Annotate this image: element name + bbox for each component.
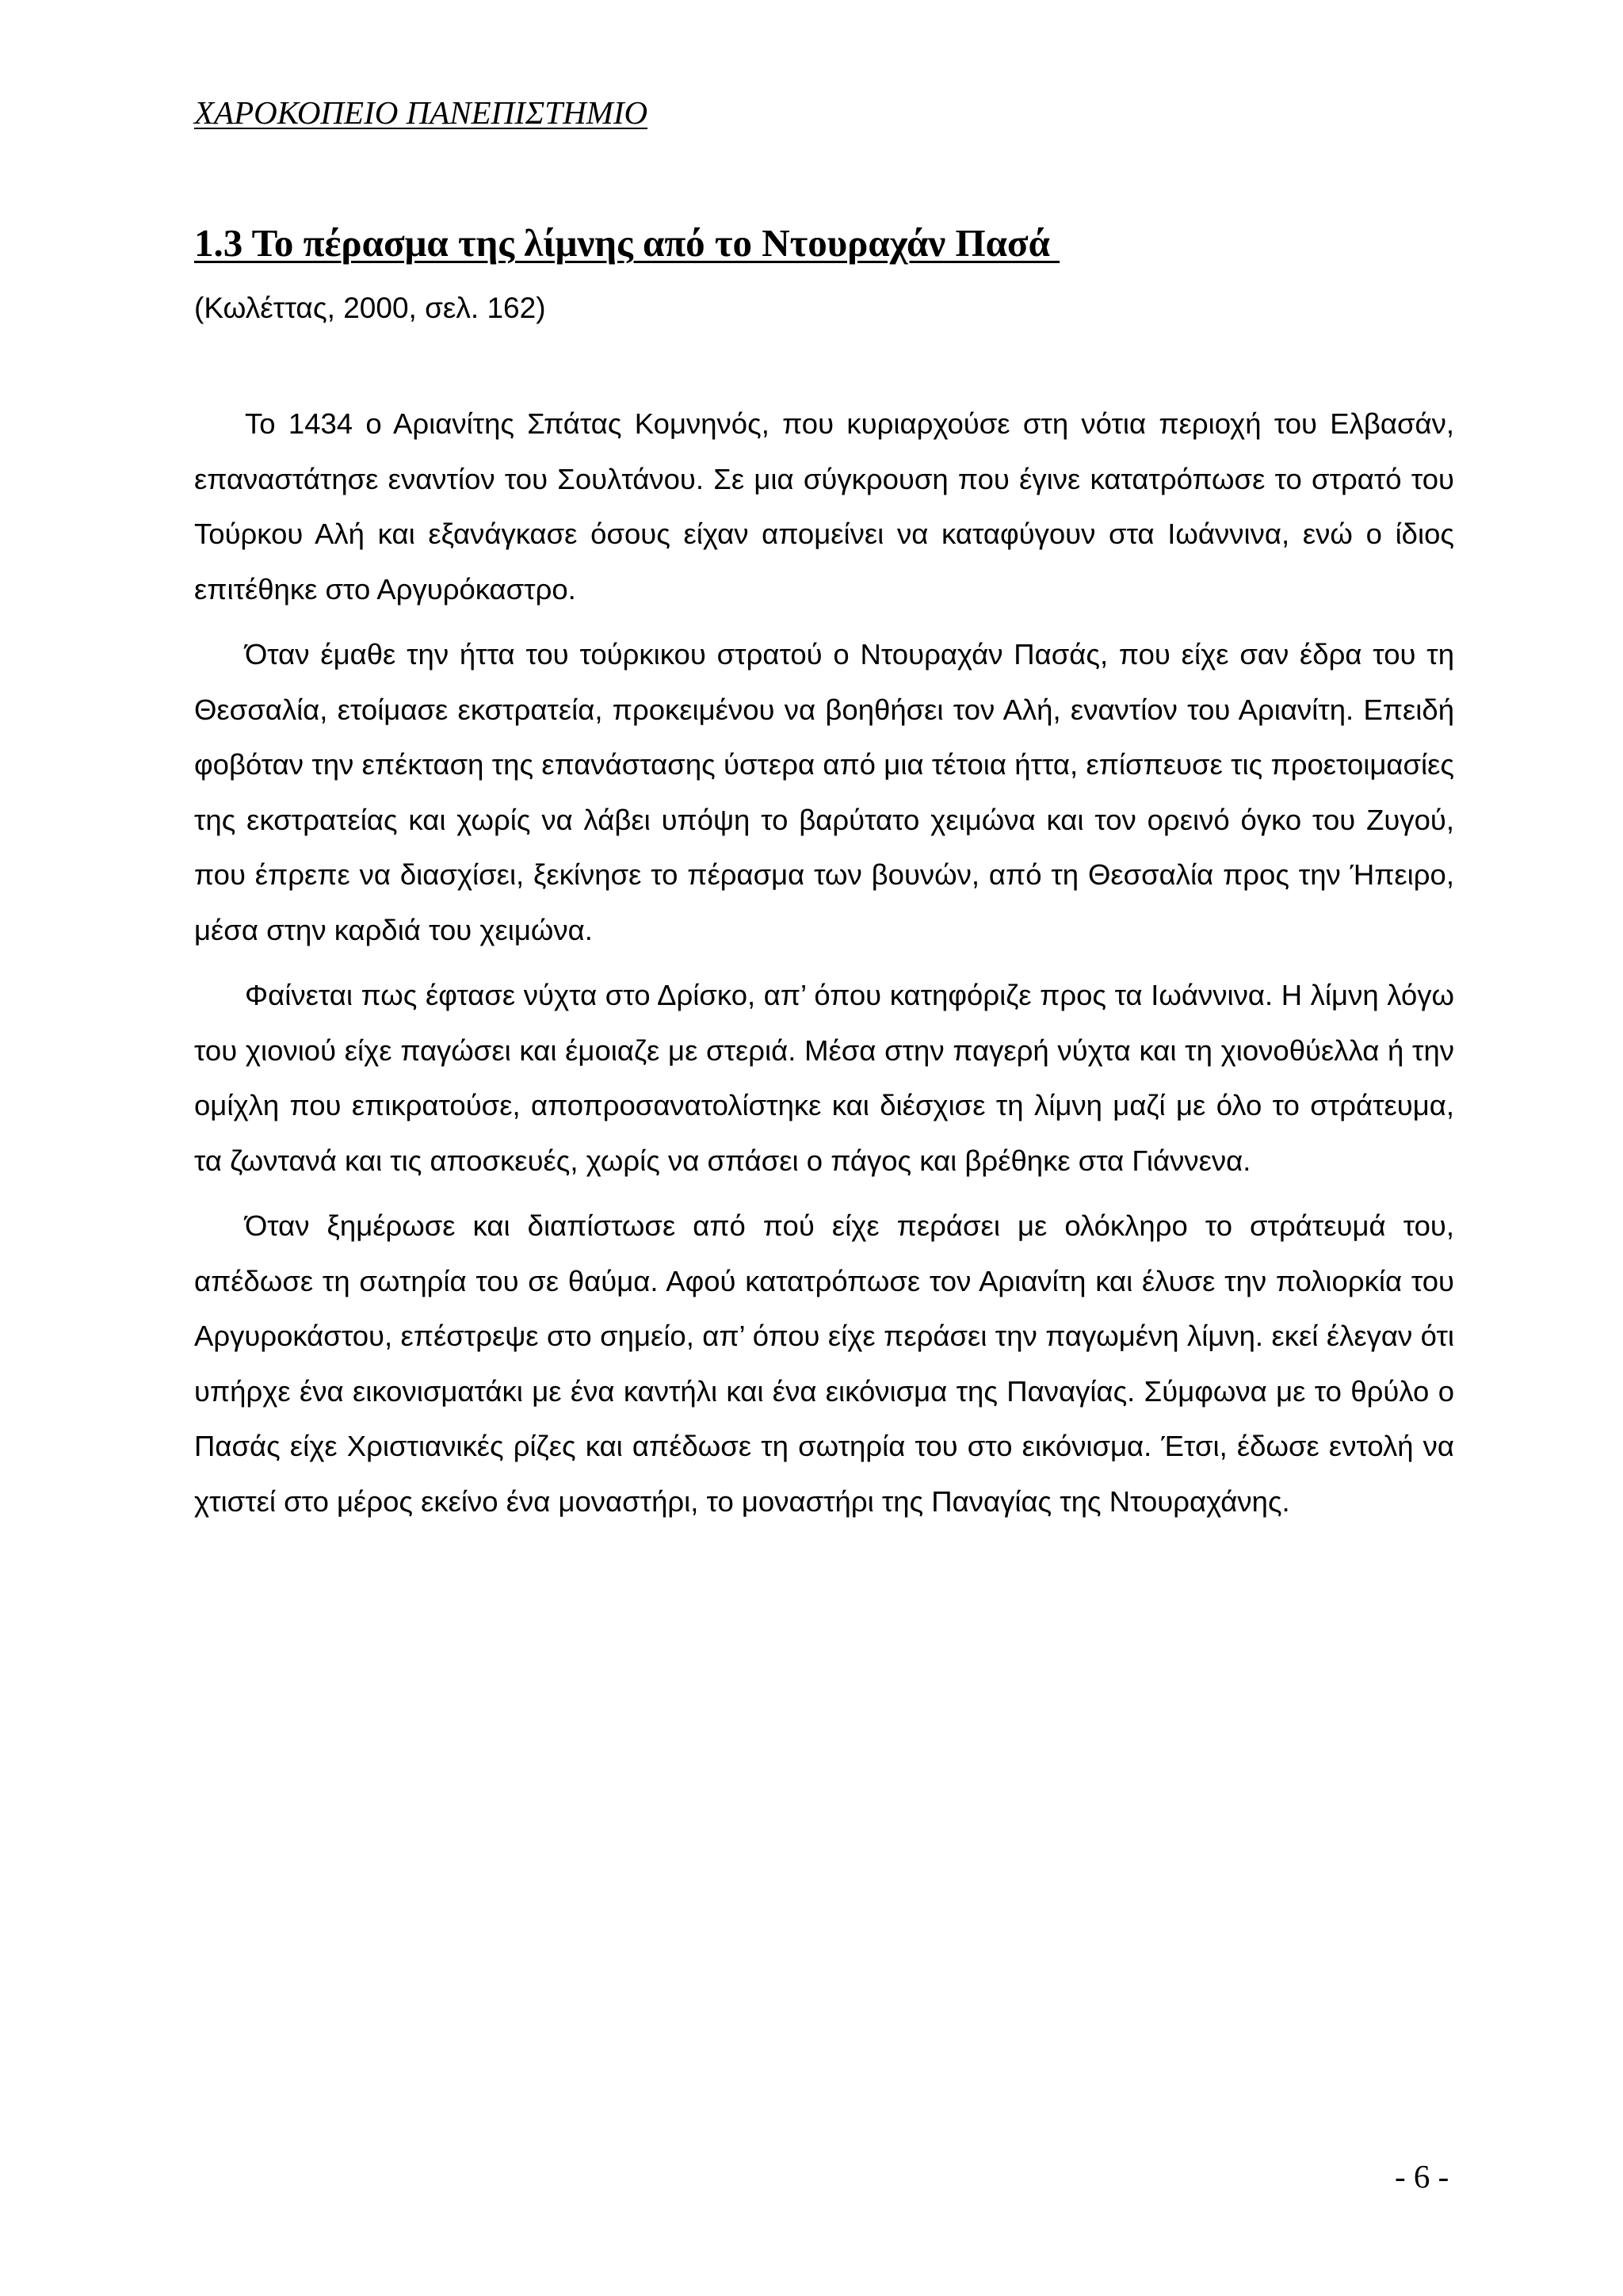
paragraph-3: Φαίνεται πως έφτασε νύχτα στο Δρίσκο, απ’ όπου κατηφόριζε προς τα Ιωάννινα. Η λίμνη λόγω του χιονιού είχε παγώσει και έμοιαζε με στεριά. Μέσα στην παγερή νύχτα και τη χιονοθύελλα ή την ομίχλη που επικρατούσε, αποπροσανατολίστηκε και διέσχισε τη λίμνη μαζί με όλο το στράτευμα, τα ζωντανά και τις αποσκευές, χωρίς να σπάσει ο πάγος και βρέθηκε στα Γιάννενα. [194,979,1454,1177]
running-header-institution: ΧΑΡΟΚΟΠΕΙΟ ΠΑΝΕΠΙΣΤΗΜΙΟ [194,94,648,131]
section-citation: (Κωλέττας, 2000, σελ. 162) [194,292,546,324]
paragraph-2: Όταν έμαθε την ήττα του τούρκικου στρατού ο Ντουραχάν Πασάς, που είχε σαν έδρα του τη Θεσσαλία, ετοίμασε εκστρατεία, προκειμένου να βοηθήσει τον Αλή, εναντίον του Αριανίτη. Επειδή φοβόταν την επέκταση της επανάστασης ύστερα από μια τέτοια ήττα, επίσπευσε τις προετοιμασίες της εκστρατείας και χωρίς να λάβει υπόψη το βαρύτατο χειμώνα και τον ορεινό όγκο του Ζυγού, που έπρεπε να διασχίσει, ξεκίνησε το πέρασμα των βουνών, από τη Θεσσαλία προς την Ήπειρο, μέσα στην καρδιά του χειμώνα. [194,638,1454,946]
paragraph-4: Όταν ξημέρωσε και διαπίστωσε από πού είχε περάσει με ολόκληρο το στράτευμά του, απέδωσε τη σωτηρία του σε θαύμα. Αφού κατατρόπωσε τον Αριανίτη και έλυσε την πολιορκία του Αργυροκάστου, επέστρεψε στο σημείο, απ’ όπου είχε περάσει την παγωμένη λίμνη. εκεί έλεγαν ότι υπήρχε ένα εικονισματάκι με ένα καντήλι και ένα εικόνισμα της Παναγίας. Σύμφωνα με το θρύλο ο Πασάς είχε Χριστιανικές ρίζες και απέδωσε τη σωτηρία του στο εικόνισμα. Έτσι, έδωσε εντολή να χτιστεί στο μέρος εκείνο ένα μοναστήρι, το μοναστήρι της Παναγίας της Ντουραχάνης. [194,1209,1454,1518]
body-text [194,396,1454,1539]
paragraph-1: Το 1434 ο Αριανίτης Σπάτας Κομνηνός, που κυριαρχούσε στη νότια περιοχή του Ελβασάν, επαναστάτησε εναντίον του Σουλτάνου. Σε μια σύγκρουση που έγινε κατατρόπωσε το στρατό του Τούρκου Αλή και εξανάγκασε όσους είχαν απομείνει να καταφύγουν στα Ιωάννινα, ενώ ο ίδιος επιτέθηκε στο Αργυρόκαστρο. [194,407,1454,606]
page-number: - 6 - [1395,2158,1449,2195]
section-title: 1.3 Το πέρασμα της λίμνης από το Ντουραχάν Πασά [194,221,1060,265]
